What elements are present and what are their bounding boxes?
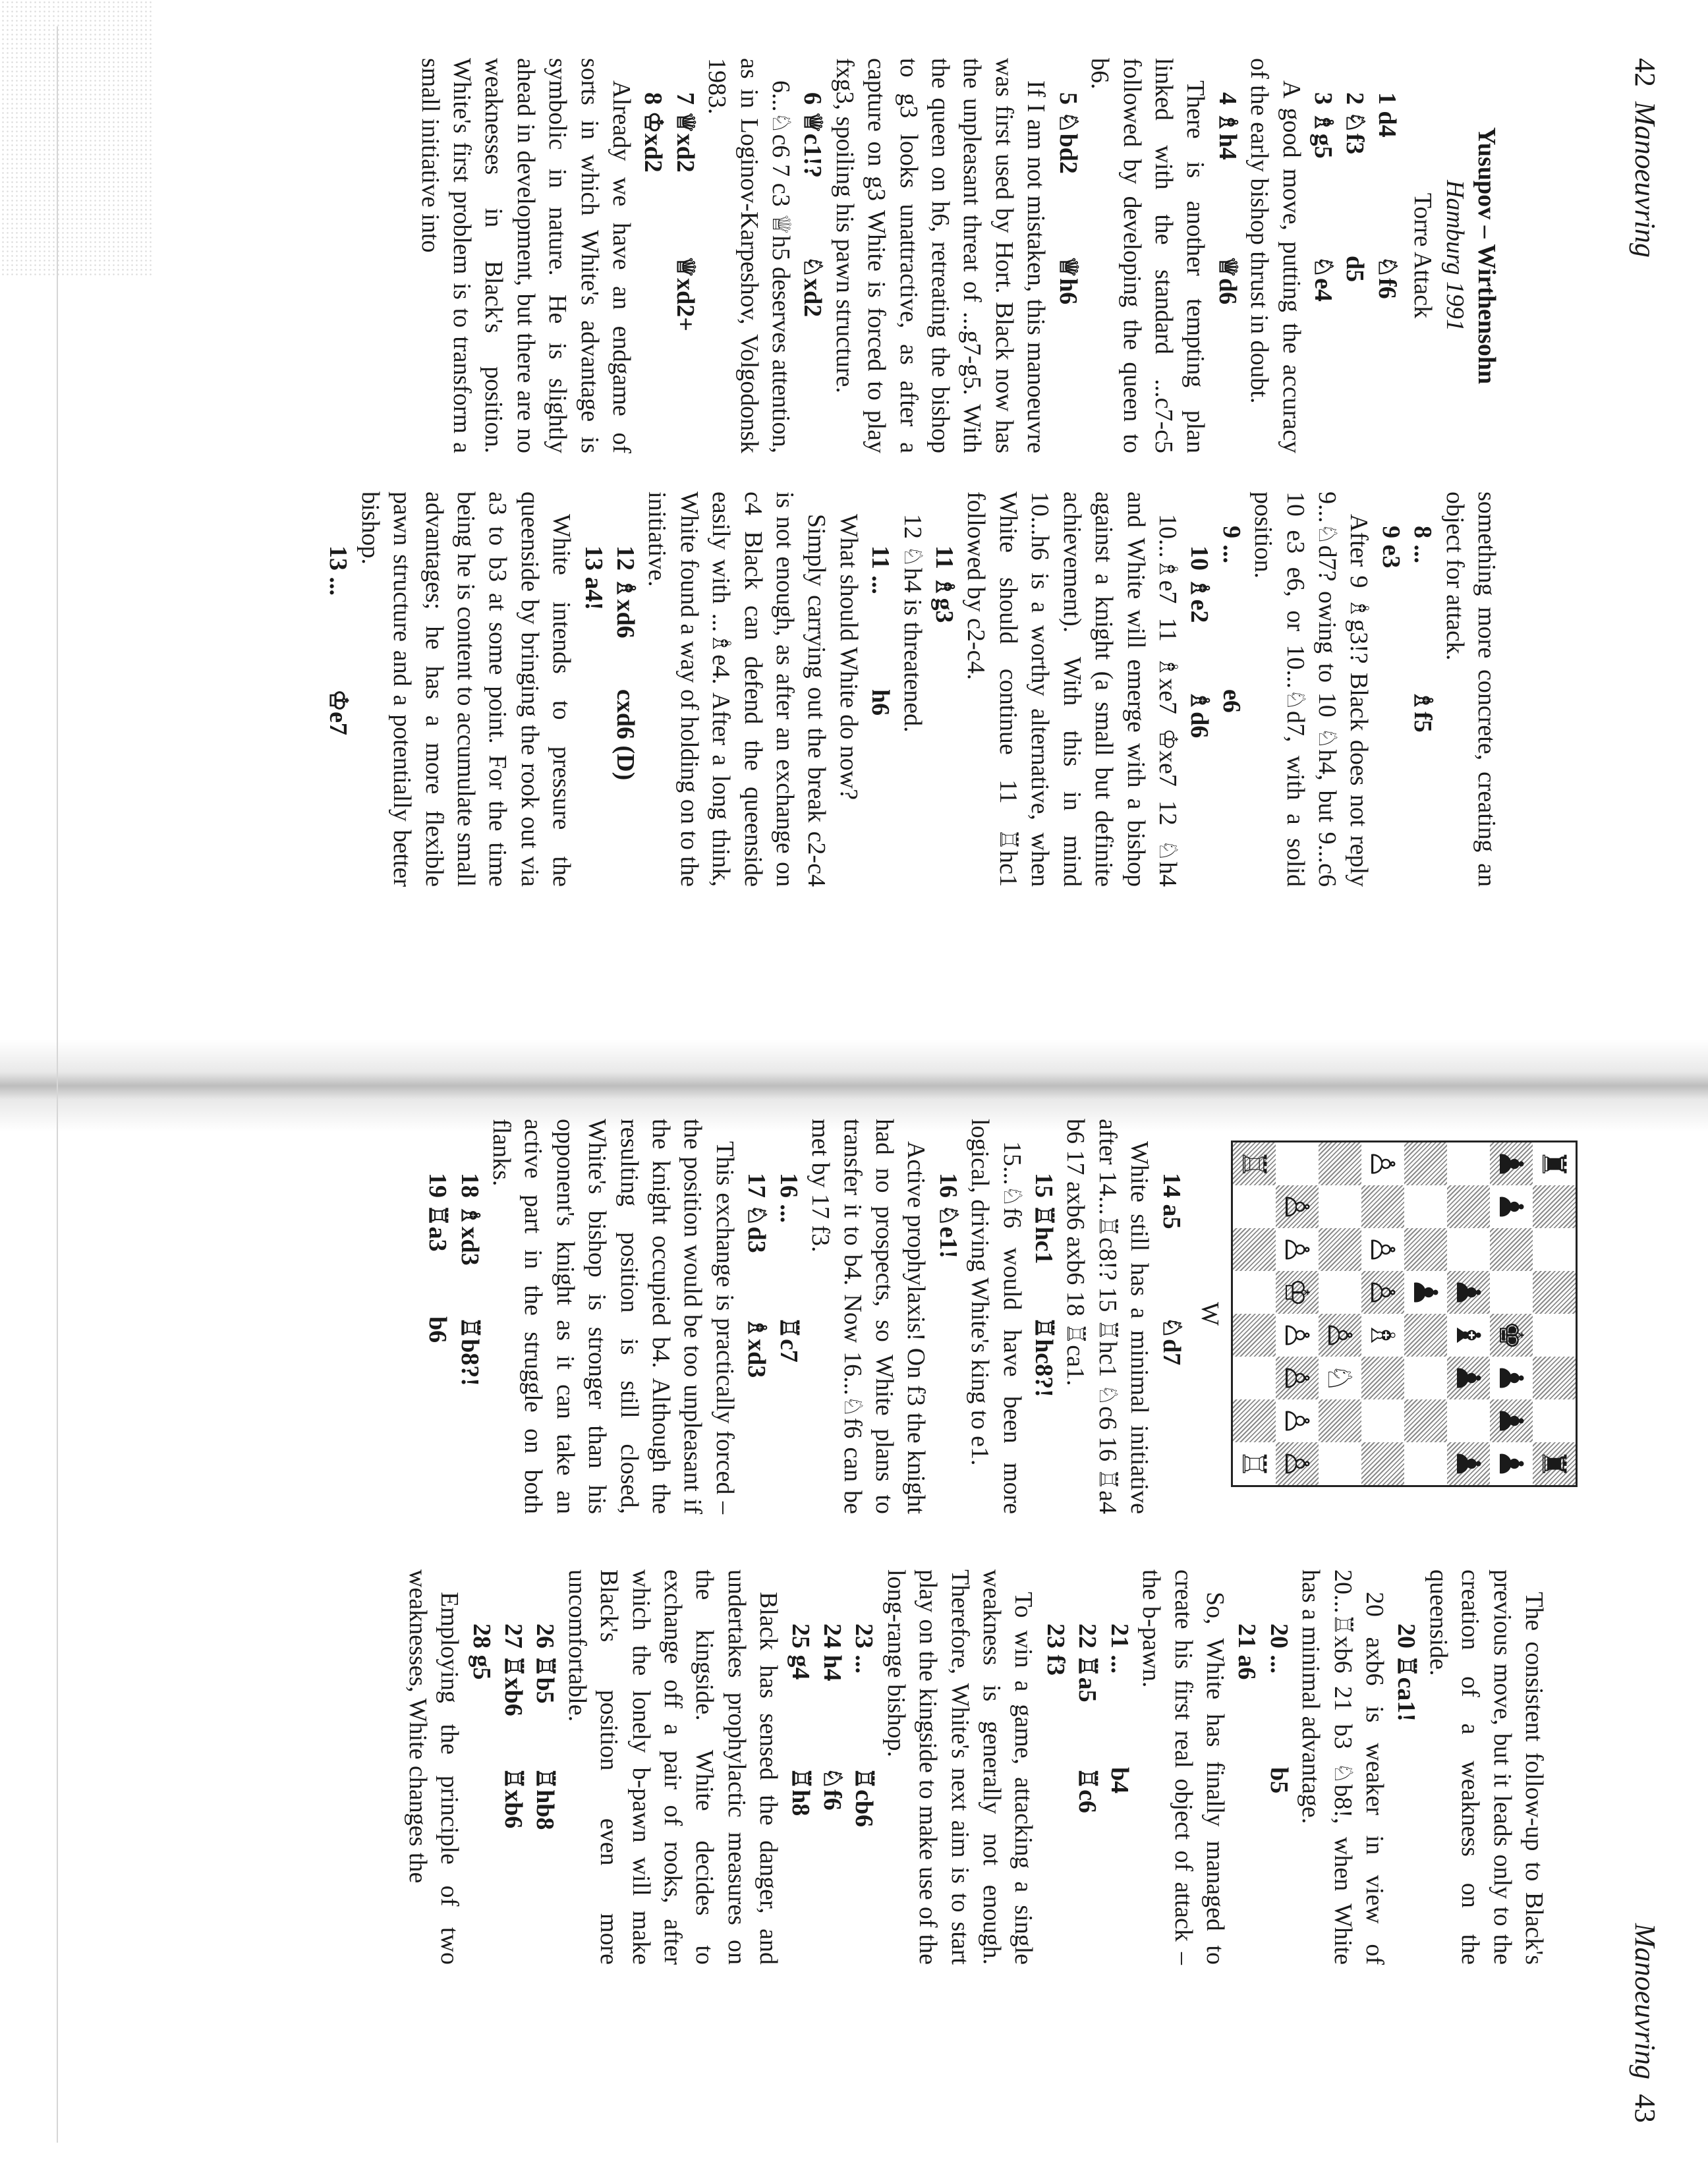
left-page <box>0 0 1708 1084</box>
board-square <box>1319 1142 1361 1185</box>
board-square <box>1276 1442 1319 1485</box>
black-pawn-icon: ♟ <box>1449 1278 1488 1307</box>
white-pawn-icon: ♙ <box>1278 1235 1317 1264</box>
board-square <box>1533 1228 1576 1271</box>
black-pawn-icon: ♟ <box>1492 1149 1531 1179</box>
move-line: 16 ♘e1! <box>934 1173 962 1259</box>
black-pawn-icon: ♟ <box>1492 1406 1531 1436</box>
move-line: 2 ♘f3 d5 <box>1341 92 1369 283</box>
annotation-paragraph: Active prophylaxis! On f3 the knight had no prospects, so White plans to transfer it to b4. Now 16...♘f6 can be met by 17 f3. <box>807 1119 930 1514</box>
board-square <box>1533 1314 1576 1357</box>
white-pawn-icon: ♙ <box>1363 1149 1402 1179</box>
board-square <box>1319 1399 1361 1442</box>
annotation-paragraph: 12 ♘h4 is threatened. <box>898 514 926 733</box>
board-square <box>1233 1357 1276 1399</box>
board-square <box>1276 1399 1319 1442</box>
annotation-paragraph: 6...♘c6 7 c3 ♕h5 deserves attention, as in Loginov-Karpeshov, Volgodonsk 1983. <box>703 58 795 453</box>
move-line: 18 ♗xd3 ♖b8?! <box>455 1173 484 1386</box>
annotation-paragraph: White still has a minimal initiative after 14...♖c8!? 15 ♖hc1 ♘c6 16 ♖a4 b6 17 axb6 axb6 18 ♖ca1. <box>1062 1119 1154 1514</box>
board-square <box>1404 1228 1447 1271</box>
board-square <box>1276 1314 1319 1357</box>
board-square <box>1276 1142 1319 1185</box>
black-pawn-icon: ♟ <box>1406 1278 1445 1307</box>
board-square <box>1533 1142 1576 1185</box>
move-line: 24 h4 ♘f6 <box>818 1623 847 1811</box>
board-square <box>1447 1314 1490 1357</box>
chess-diagram <box>1194 1123 1578 1505</box>
move-line: 16 ... ♖c7 <box>774 1173 803 1363</box>
board-square <box>1490 1399 1533 1442</box>
move-line: 21 ... b4 <box>1105 1623 1133 1794</box>
board-square <box>1361 1271 1404 1314</box>
move-line: 11 ... h6 <box>867 546 895 716</box>
board-square <box>1404 1271 1447 1314</box>
board-square <box>1490 1442 1533 1485</box>
board-square <box>1319 1357 1361 1399</box>
black-pawn-icon: ♟ <box>1449 1363 1488 1393</box>
move-line: 4 ♗h4 ♕d6 <box>1213 92 1241 305</box>
board-square <box>1490 1271 1533 1314</box>
annotation-paragraph: To win a game, attacking a single weakness is generally not enough. Therefore, White's next aim is to start play on the kingside to make use of the long-range bishop. <box>882 1569 1038 1965</box>
board-square <box>1447 1142 1490 1185</box>
game-heading <box>1407 58 1502 453</box>
board-square <box>1404 1399 1447 1442</box>
black-pawn-icon: ♟ <box>1449 1449 1488 1479</box>
white-pawn-icon: ♙ <box>1363 1278 1402 1307</box>
right-page <box>0 1084 1708 2169</box>
left-column-2 <box>322 492 1502 887</box>
move-line: 20 ... b5 <box>1265 1623 1293 1794</box>
side-to-move-label: W <box>1196 1302 1224 1326</box>
game-opening: Torre Attack <box>1409 192 1437 319</box>
annotation-paragraph: A good move, putting the accuracy of the early bishop thrust in doubt. <box>1245 58 1305 453</box>
annotation-paragraph: Simply carrying out the break c2-c4 is not enough, as after an exchange on c4 Black can defend the queenside easily with ...♗e4. After a long think, White found a way of holding on to the initiative. <box>643 492 831 887</box>
board-square <box>1533 1399 1576 1442</box>
running-title: Manoeuvring <box>1629 101 1661 258</box>
move-line: 9 e3 <box>1377 526 1405 569</box>
move-line: 10 ♗e2 ♗d6 <box>1185 546 1214 739</box>
annotation-paragraph: Already we have an endgame of sorts in which White's advantage is symbolic in nature. He is slightly ahead in development, but there are no weaknesses in Black's position. White's first problem is to transform a small initiative into <box>416 58 636 453</box>
annotation-paragraph: 15...♘f6 would have been more logical, driving White's king to e1. <box>966 1119 1026 1514</box>
right-page-header <box>1628 1923 1662 2123</box>
board-square <box>1319 1228 1361 1271</box>
running-title: Manoeuvring <box>1629 1923 1661 2079</box>
white-pawn-icon: ♙ <box>1278 1320 1317 1350</box>
move-line: 22 ♖a5 ♖c6 <box>1073 1623 1102 1813</box>
white-king-icon: ♔ <box>1278 1278 1317 1307</box>
right-column-2 <box>401 1569 1550 1965</box>
white-rook-icon: ♖ <box>1235 1449 1274 1479</box>
move-line: 14 a5 ♘d7 <box>1157 1173 1185 1366</box>
move-line: 8 ... ♗f5 <box>1409 526 1437 733</box>
board-square <box>1447 1442 1490 1485</box>
board-square <box>1276 1185 1319 1228</box>
move-line: 23 f3 <box>1041 1623 1069 1676</box>
white-pawn-icon: ♙ <box>1278 1192 1317 1222</box>
board-square <box>1233 1314 1276 1357</box>
board-square <box>1319 1442 1361 1485</box>
annotation-paragraph: This exchange is practically forced – the position would be too unpleasant if the knight occupied b4. Although the resulting position is still closed, White's bishop is stronger than his opponent's knight as it can take an active part in the struggle on both flanks. <box>488 1119 739 1514</box>
annotation-paragraph: 10...♗e7 11 ♗xe7 ♔xe7 12 ♘h4 and White will emerge with a bishop against a knight (a small but definite achievement). With this in mind 10...h6 is a worthy alternative, when White should continue 11 ♖hc1 followed by c2-c4. <box>962 492 1181 887</box>
annotation-paragraph: 20 axb6 is weaker in view of 20...♖xb6 21 b3 ♘b8!, when White has a minimal advantage. <box>1297 1569 1388 1965</box>
page-number: 42 <box>1629 58 1661 87</box>
black-pawn-icon: ♟ <box>1492 1192 1531 1222</box>
page-number: 43 <box>1629 2094 1661 2123</box>
board-square <box>1361 1399 1404 1442</box>
move-line: 9 ... e6 <box>1217 526 1245 713</box>
board-square <box>1361 1228 1404 1271</box>
board-square <box>1447 1228 1490 1271</box>
white-pawn-icon: ♙ <box>1363 1235 1402 1264</box>
white-pawn-icon: ♙ <box>1278 1406 1317 1436</box>
move-line: 28 g5 <box>467 1623 496 1680</box>
move-line: 3 ♗g5 ♘e4 <box>1309 92 1337 302</box>
black-pawn-icon: ♟ <box>1492 1363 1531 1393</box>
annotation-paragraph: something more concrete, creating an object for attack. <box>1440 492 1500 887</box>
move-line: 20 ♖ca1! <box>1392 1623 1421 1722</box>
board-square <box>1233 1399 1276 1442</box>
move-line: 11 ♗g3 <box>930 546 959 623</box>
board-square <box>1404 1442 1447 1485</box>
board-square <box>1233 1228 1276 1271</box>
board-square <box>1490 1185 1533 1228</box>
move-line: 25 g4 ♖h8 <box>786 1623 814 1817</box>
white-rook-icon: ♖ <box>1235 1149 1274 1179</box>
right-column-1 <box>422 1119 1583 1514</box>
board-square <box>1490 1314 1533 1357</box>
annotation-paragraph: After 9 ♗g3!? Black does not reply 9...♘d7? owing to 10 ♘h4, but 9...c6 10 e3 e6, or 10...♘d7, with a solid position. <box>1249 492 1373 887</box>
move-line: 23 ... ♖cb6 <box>850 1623 878 1828</box>
move-line: 12 ♗xd6 cxd6 (D) <box>612 546 640 781</box>
board-square <box>1361 1357 1404 1399</box>
board-square <box>1319 1314 1361 1357</box>
board-square <box>1319 1185 1361 1228</box>
left-column-1 <box>414 58 1502 453</box>
board-square <box>1533 1185 1576 1228</box>
board-square <box>1490 1228 1533 1271</box>
board-square <box>1233 1142 1276 1185</box>
game-event: Hamburg 1991 <box>1440 180 1469 331</box>
move-line: 21 a6 <box>1233 1623 1261 1680</box>
black-bishop-icon: ♝ <box>1449 1320 1488 1350</box>
board-square <box>1233 1442 1276 1485</box>
board-square <box>1404 1185 1447 1228</box>
annotation-paragraph: Black has sensed the danger, and undertakes prophylactic measures on the kingside. White decides to exchange off a pair of rooks, after which the lonely b-pawn will make Black's position even more uncomfortable. <box>563 1569 783 1965</box>
board-square <box>1276 1228 1319 1271</box>
board-square <box>1276 1271 1319 1314</box>
white-knight-icon: ♘ <box>1321 1363 1359 1393</box>
move-line: 26 ♖b5 ♖hb8 <box>531 1623 559 1830</box>
black-king-icon: ♚ <box>1492 1320 1531 1350</box>
board-square <box>1319 1271 1361 1314</box>
board-square <box>1361 1442 1404 1485</box>
move-line: 5 ♘bd2 ♕h6 <box>1054 92 1082 305</box>
board-square <box>1361 1142 1404 1185</box>
board-square <box>1361 1185 1404 1228</box>
move-line: 8 ♔xd2 <box>639 92 668 173</box>
board-square <box>1447 1185 1490 1228</box>
annotation-paragraph: Employing the principle of two weaknesses, White changes the <box>403 1569 464 1965</box>
board-square <box>1490 1357 1533 1399</box>
board-square <box>1233 1185 1276 1228</box>
board-square <box>1447 1357 1490 1399</box>
board-square <box>1533 1442 1576 1485</box>
board-square <box>1233 1271 1276 1314</box>
board-square <box>1404 1314 1447 1357</box>
board-square <box>1490 1142 1533 1185</box>
annotation-paragraph: There is another tempting plan linked with the standard ...c7-c5 followed by developing the queen to b6. <box>1086 58 1210 453</box>
move-line: 17 ♘d3 ♗xd3 <box>743 1173 771 1378</box>
move-line: 7 ♕xd2 ♕xd2+ <box>671 92 699 331</box>
board-square <box>1447 1399 1490 1442</box>
move-line: 6 ♕c1!? ♘xd2 <box>799 92 827 318</box>
chess-board <box>1231 1141 1578 1487</box>
move-line: 15 ♖hc1 ♖hc8?! <box>1029 1173 1058 1397</box>
white-pawn-icon: ♙ <box>1278 1449 1317 1479</box>
white-pawn-icon: ♙ <box>1321 1320 1359 1350</box>
board-square <box>1533 1271 1576 1314</box>
board-square <box>1404 1142 1447 1185</box>
annotation-paragraph: The consistent follow-up to Black's previous move, but it leads only to the creation of a weakness on the queenside. <box>1424 1569 1548 1965</box>
annotation-paragraph: So, White has finally managed to create his first real object of attack – the b-pawn. <box>1137 1569 1229 1965</box>
black-rook-icon: ♜ <box>1535 1149 1574 1179</box>
game-players: Yusupov – Wirthensohn <box>1473 127 1500 385</box>
move-line: 1 d4 ♘f6 <box>1373 92 1401 299</box>
left-page-header <box>1628 58 1662 258</box>
board-square <box>1533 1357 1576 1399</box>
move-line: 19 ♖a3 b6 <box>424 1173 452 1343</box>
annotation-paragraph: If I am not mistaken, this manoeuvre was first used by Hort. Black now has the unpleasant threat of ...g7-g5. With the queen on h6, retreating the bishop to g3 looks unattractive, as after a capture on g3 White is forced to play fxg3, spoiling his pawn structure. <box>830 58 1050 453</box>
move-line: 13 ... ♔e7 <box>324 546 353 735</box>
black-rook-icon: ♜ <box>1535 1449 1574 1479</box>
board-square <box>1404 1357 1447 1399</box>
white-pawn-icon: ♙ <box>1278 1363 1317 1393</box>
move-line: 27 ♖xb6 ♖xb6 <box>499 1623 527 1829</box>
annotation-paragraph: What should White do now? <box>834 514 863 801</box>
board-square <box>1361 1314 1404 1357</box>
black-pawn-icon: ♟ <box>1492 1449 1531 1479</box>
annotation-paragraph: White intends to pressure the queenside by bringing the rook out via a3 to b3 at some point. For the time being he is content to accumulate small advantages; he has a more flexible pawn structure and a potentially better bishop. <box>356 492 576 887</box>
move-line: 13 a4! <box>579 546 608 611</box>
board-square <box>1276 1357 1319 1399</box>
white-bishop-icon: ♗ <box>1363 1320 1402 1350</box>
board-square <box>1447 1271 1490 1314</box>
